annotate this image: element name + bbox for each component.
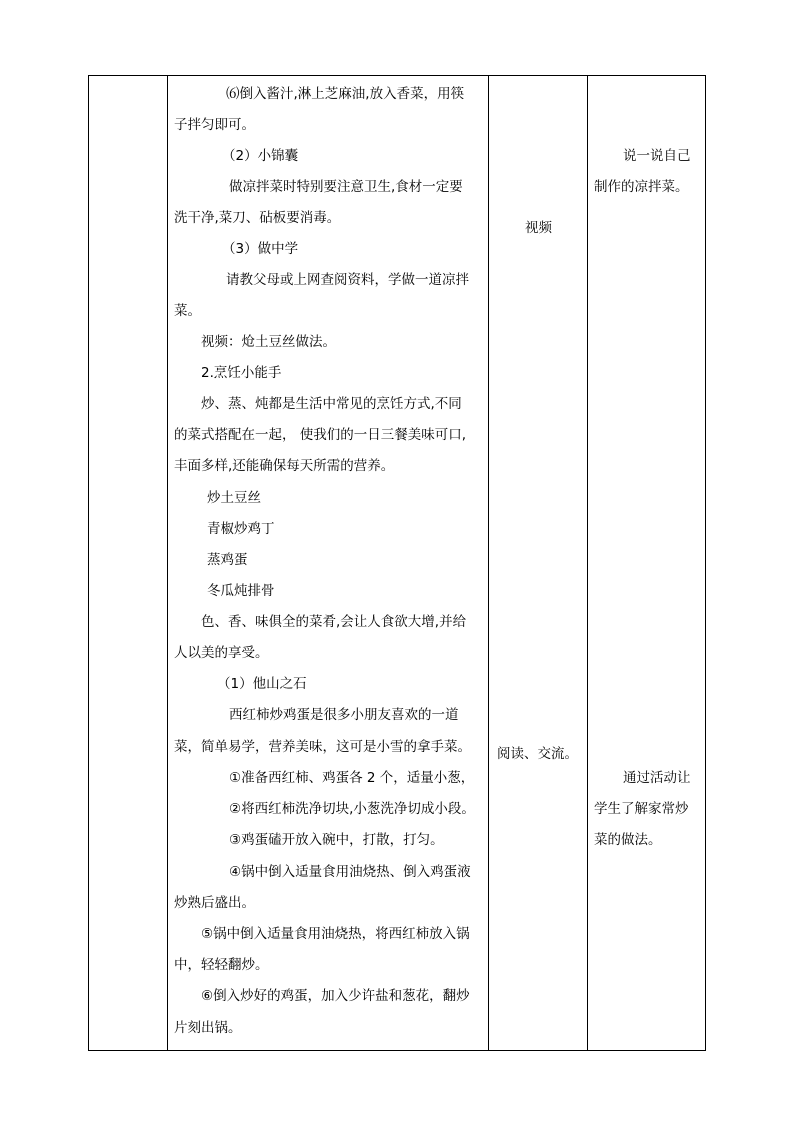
method-video: 视频 [525, 220, 552, 236]
text-line-3: （2）小锦囊 [222, 148, 299, 164]
text-line-29: 中，轻轻翻炒。 [174, 957, 269, 973]
column-divider-2 [488, 76, 489, 1050]
text-line-9: 视频：炝土豆丝做法。 [201, 334, 336, 350]
text-line-12: 的菜式搭配在一起， 使我们的一日三餐美味可口, [174, 427, 467, 443]
text-line-6: （3）做中学 [222, 241, 299, 257]
lesson-table [88, 75, 706, 1051]
text-line-13: 丰面多样,还能确保每天所需的营养。 [174, 458, 395, 474]
text-line-18: 色、香、味俱全的菜肴,会让人食欲大增,并给 [201, 614, 467, 630]
text-line-30: ⑥倒入炒好的鸡蛋，加入少许盐和葱花，翻炒 [201, 988, 470, 1004]
column-divider-1 [167, 76, 168, 1050]
text-line-27: 炒熟后盛出。 [174, 895, 255, 911]
text-line-22: 菜，简单易学，营养美味，这可是小雪的拿手菜。 [174, 739, 471, 755]
text-line-17: 冬瓜炖排骨 [207, 583, 275, 599]
intent-line-1: 说一说自己 [623, 148, 691, 164]
text-line-5: 洗干净,菜刀、砧板要消毒。 [174, 210, 341, 226]
text-line-21: 西红柿炒鸡蛋是很多小朋友喜欢的一道 [229, 707, 459, 723]
text-line-7: 请教父母或上网查阅资料，学做一道凉拌 [226, 272, 469, 288]
text-line-10: 2.烹饪小能手 [201, 365, 282, 381]
method-read-discuss: 阅读、交流。 [497, 746, 578, 762]
text-line-28: ⑤锅中倒入适量食用油烧热，将西红柿放入锅 [201, 926, 470, 942]
text-line-4: 做凉拌菜时特别要注意卫生,食材一定要 [229, 179, 463, 195]
text-line-19: 人以美的享受。 [174, 645, 269, 661]
intent-line-5: 菜的做法。 [594, 832, 662, 848]
text-line-1: ⑹倒入酱汁,淋上芝麻油,放入香菜，用筷 [226, 86, 465, 102]
text-line-8: 菜。 [174, 303, 201, 319]
column-divider-3 [587, 76, 588, 1050]
text-line-24: ②将西红柿洗净切块,小葱洗净切成小段。 [229, 801, 475, 817]
text-line-31: 片刻出锅。 [174, 1020, 242, 1036]
text-line-14: 炒土豆丝 [207, 490, 261, 506]
text-line-15: 青椒炒鸡丁 [207, 521, 275, 537]
intent-line-4: 学生了解家常炒 [594, 801, 689, 817]
text-line-26: ④锅中倒入适量食用油烧热、倒入鸡蛋液 [229, 864, 471, 880]
text-line-23: ①准备西红柿、鸡蛋各 2 个，适量小葱， [229, 770, 475, 786]
text-line-20: （1）他山之石 [217, 676, 307, 692]
intent-line-2: 制作的凉拌菜。 [594, 179, 689, 195]
text-line-11: 炒、蒸、炖都是生活中常见的烹饪方式,不同 [201, 396, 462, 412]
intent-line-3: 通过活动让 [623, 770, 691, 786]
text-line-16: 蒸鸡蛋 [207, 552, 248, 568]
text-line-2: 子拌匀即可。 [174, 117, 255, 133]
text-line-25: ③鸡蛋磕开放入碗中，打散，打匀。 [229, 832, 444, 848]
